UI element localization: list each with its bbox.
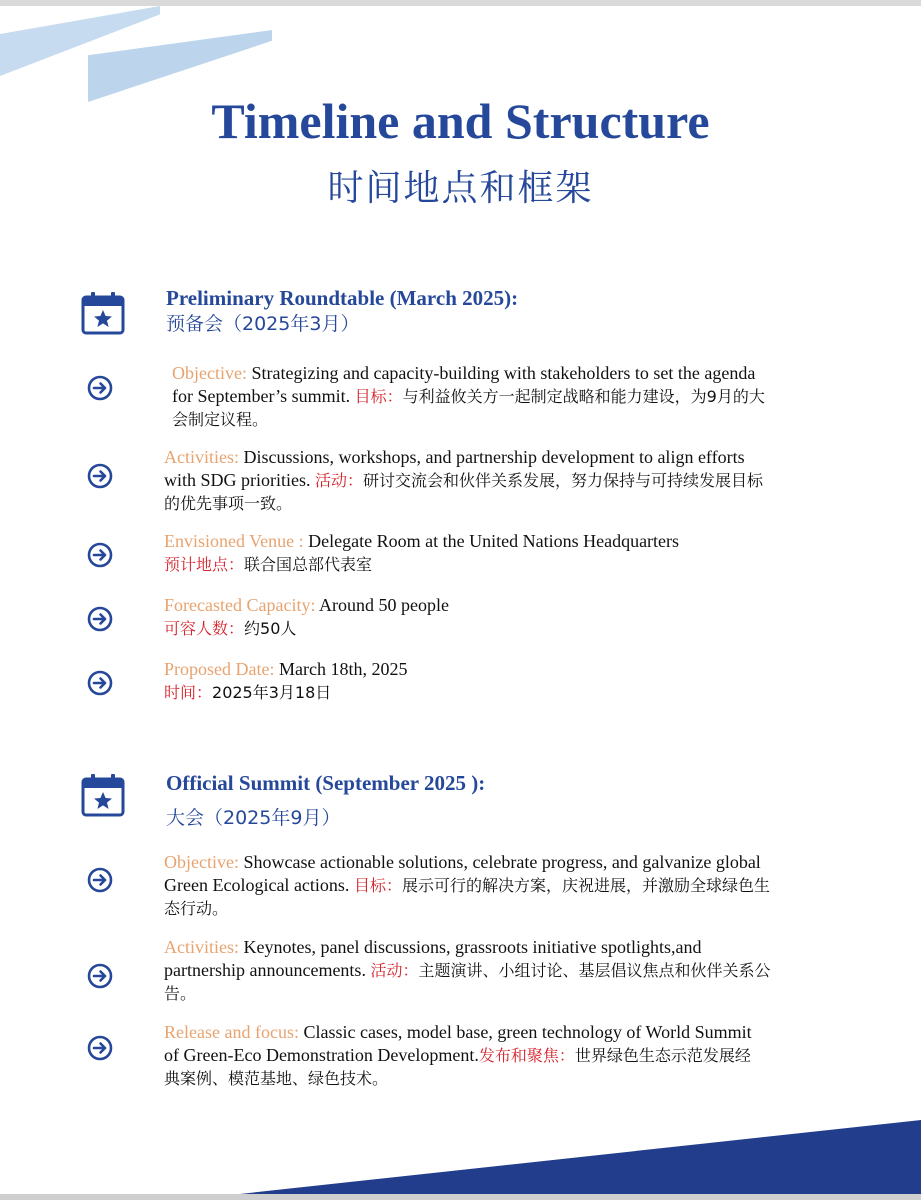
item-zh-label: 目标： [354,387,403,406]
page-subtitle: 时间地点和框架 [327,168,594,209]
item-label: Forecasted Capacity: [164,595,316,615]
circle-arrow-right-icon [86,605,114,633]
circle-arrow-right-icon [86,541,114,569]
list-item [164,936,774,1005]
item-text: Strategizing and capacity-building with stakeholders to set the agenda for September’s summit. [172,363,756,406]
item-label: Objective: [172,363,247,383]
item-zh-text: 展示可行的解决方案，庆祝进展，并激励全球绿色生态行动。 [164,876,770,918]
item-zh-text: 研讨交流会和伙伴关系发展，努力保持与可持续发展目标的优先事项一致。 [164,471,764,513]
circle-arrow-right-icon [86,1034,114,1062]
item-zh-text: 2025年3月18日 [212,683,332,702]
item-label: Release and focus: [164,1022,299,1042]
list-item [164,530,844,576]
section-title: Preliminary Roundtable (March 2025): [166,286,519,310]
item-label: Objective: [164,852,239,872]
circle-arrow-right-icon [86,866,114,894]
item-zh-text: 与利益攸关方一起制定战略和能力建设，为9月的大会制定议程。 [172,387,765,429]
section-subtitle: 大会（2025年9月） [166,807,341,829]
page-title: Timeline and Structure [211,93,710,149]
item-text: Keynotes, panel discussions, grassroots initiative spotlights,and partnership announcements. [164,937,702,980]
item-zh-text: 世界绿色生态示范发展经典案例、模范基地、绿色技术。 [164,1046,751,1088]
item-zh-label: 发布和聚焦： [478,1046,575,1065]
item-zh-label: 时间： [164,683,213,702]
item-text: Classic cases, model base, green technology of World Summit of Green-Eco Demonstration Development. [164,1022,752,1065]
item-zh-text: 主题演讲、小组讨论、基层倡议焦点和伙伴关系公告。 [164,961,771,1003]
circle-arrow-right-icon [86,462,114,490]
item-zh-text: 联合国总部代表室 [244,555,373,574]
item-label: Activities: [164,447,239,467]
item-label: Envisioned Venue : [164,531,304,551]
list-item [164,1021,764,1090]
list-item [164,851,774,920]
list-item [164,594,784,640]
item-text: Showcase actionable solutions, celebrate progress, and galvanize global Green Ecological actions. [164,852,761,895]
circle-arrow-right-icon [86,962,114,990]
calendar-star-icon [80,772,126,818]
item-label: Activities: [164,937,239,957]
item-text: Discussions, workshops, and partnership development to align efforts with SDG priorities. [164,447,745,490]
top-border [0,0,921,6]
item-text: March 18th, 2025 [278,659,408,679]
section-title: Official Summit (September 2025 ): [166,771,486,795]
circle-arrow-right-icon [86,669,114,697]
list-item [172,362,772,431]
item-text: Around 50 people [318,595,449,615]
item-label: Proposed Date: [164,659,275,679]
item-zh-label: 预计地点： [164,555,245,574]
item-text: Delegate Room at the United Nations Headquarters [308,531,680,551]
item-zh-label: 活动： [370,961,419,980]
circle-arrow-right-icon [86,374,114,402]
calendar-star-icon [80,290,126,336]
section-subtitle: 预备会（2025年3月） [166,313,360,335]
list-item [164,446,764,515]
footer-band [0,1120,921,1200]
item-zh-label: 目标： [353,876,402,895]
footer-border [0,1194,921,1200]
item-zh-label: 可容人数： [164,619,245,638]
list-item [164,658,784,704]
item-zh-label: 活动： [315,471,364,490]
item-zh-text: 约50人 [244,619,297,638]
